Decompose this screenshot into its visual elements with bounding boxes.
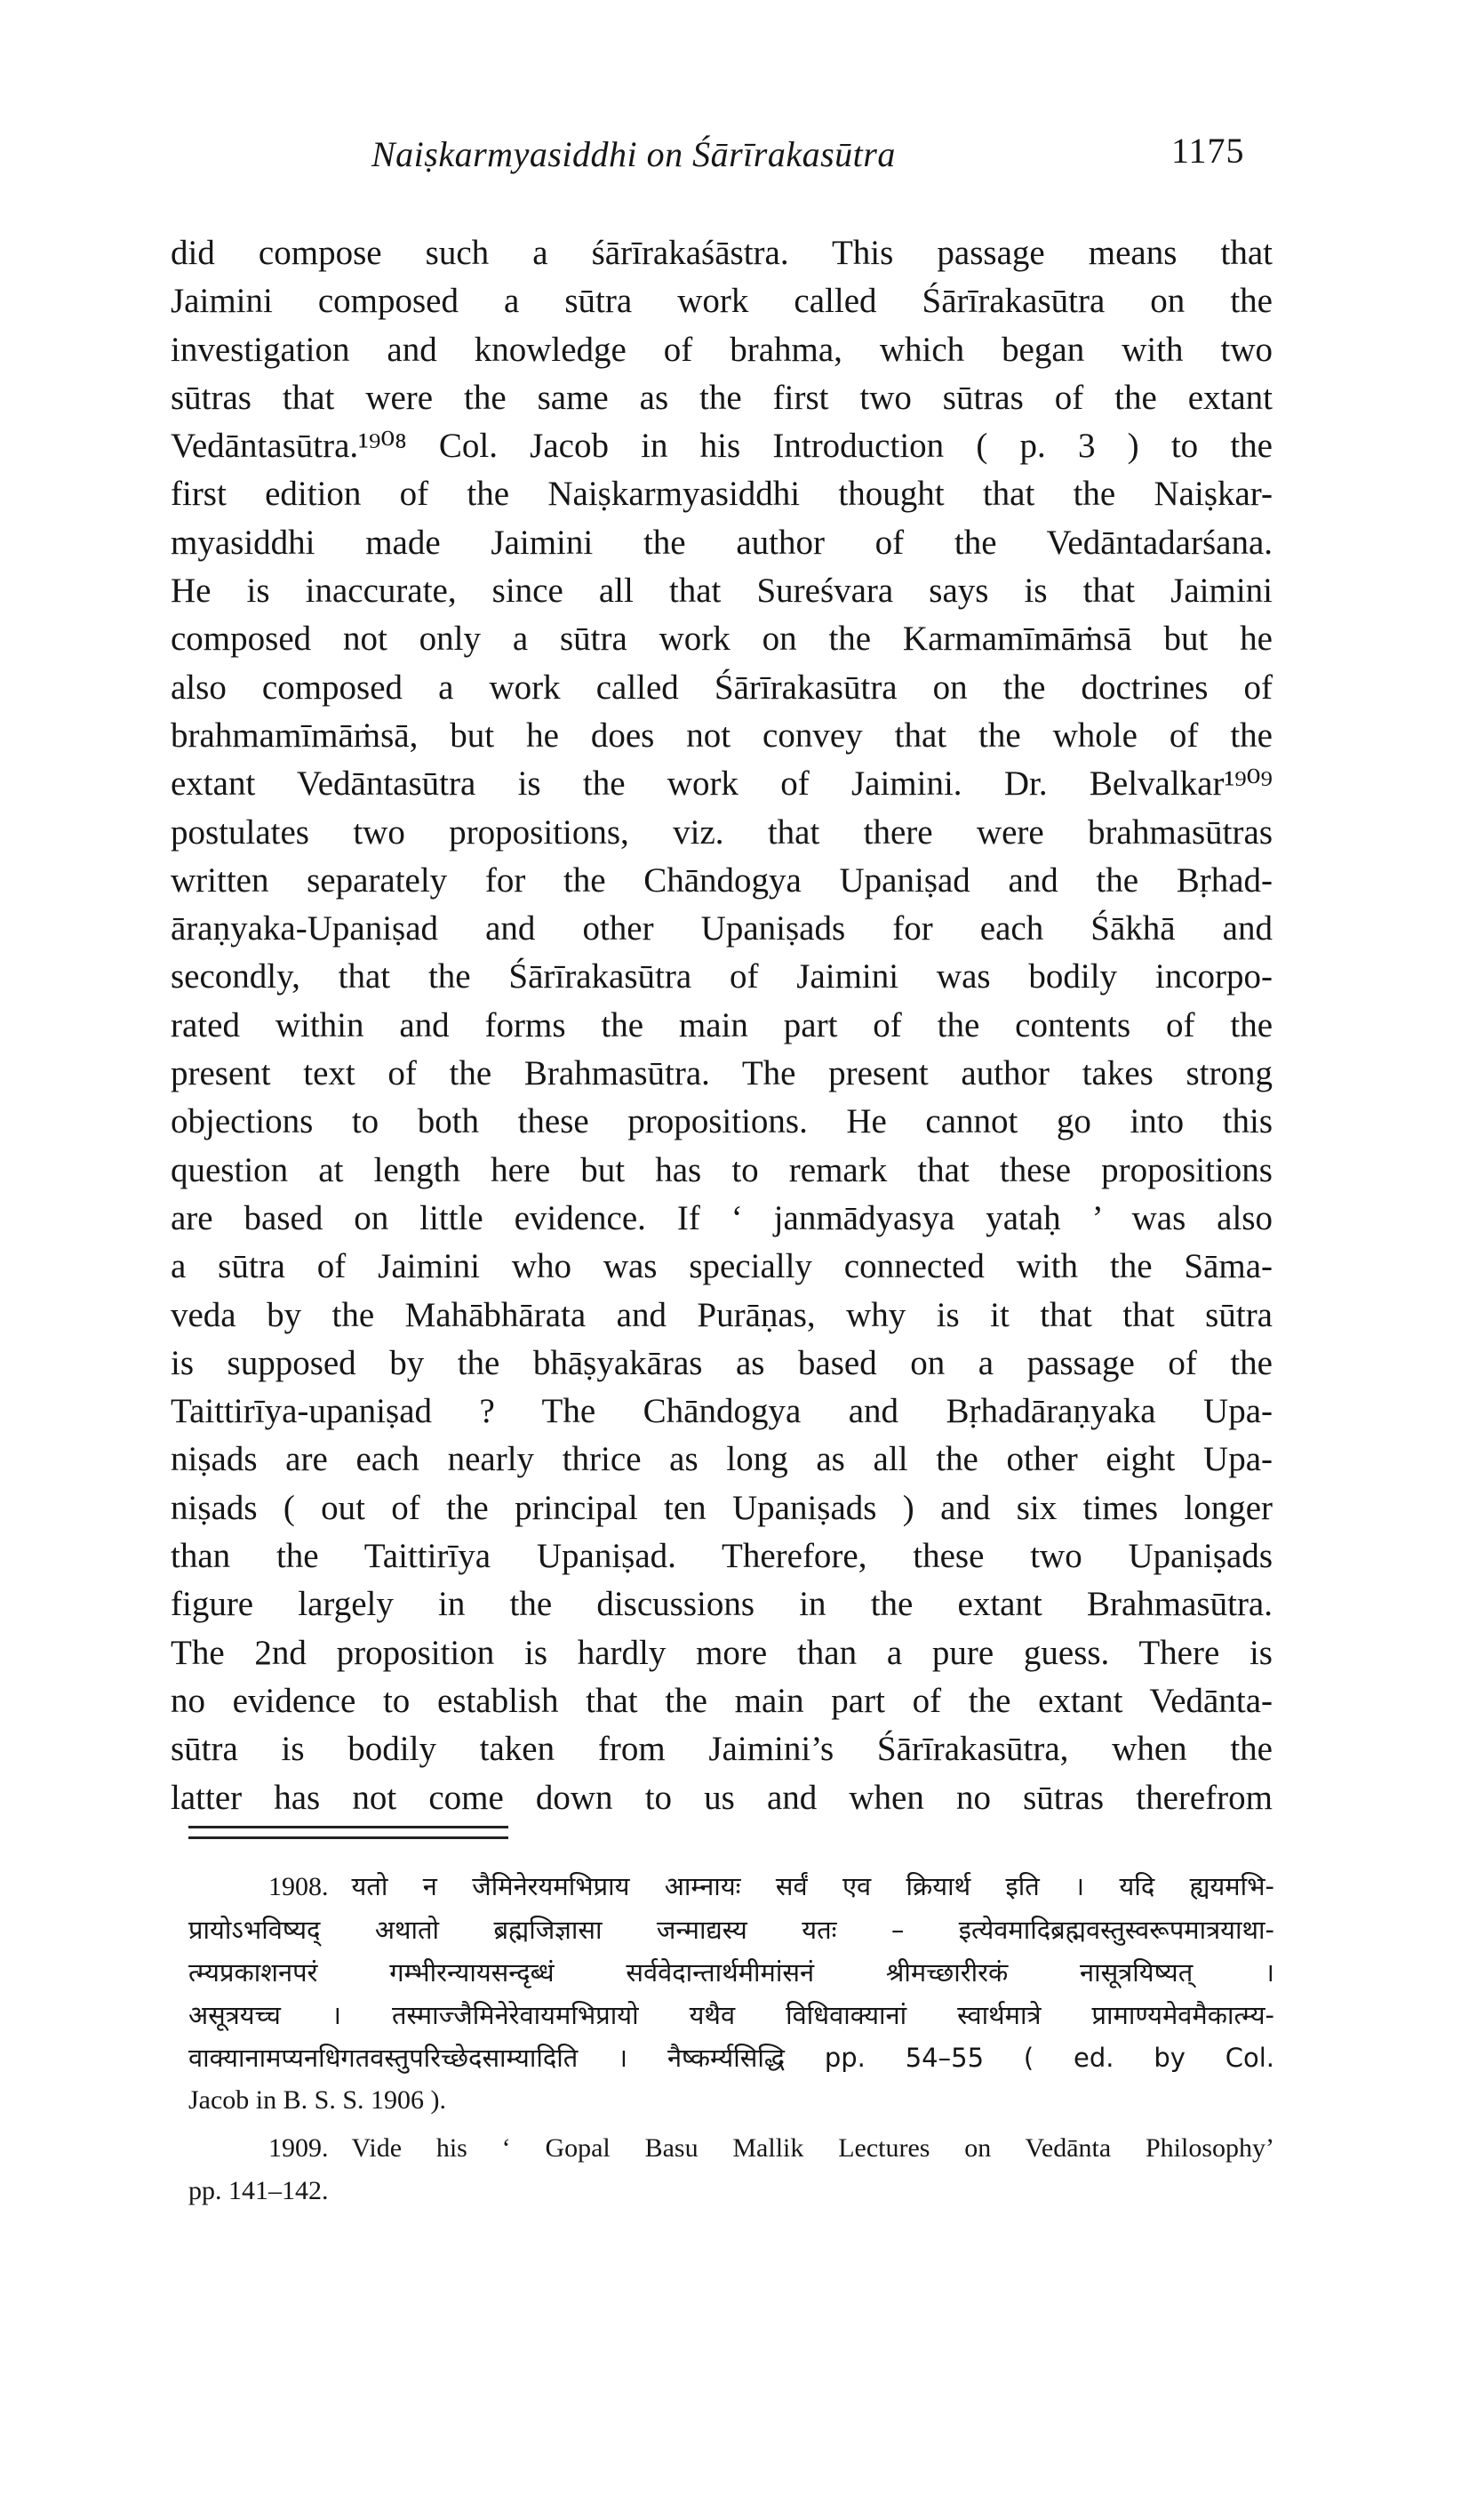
body-line: did compose such a śārīrakaśāstra. This passage means that: [171, 234, 1273, 272]
body-text: [171, 229, 1273, 1822]
body-line: niṣads are each nearly thrice as long as all the other eight Upa-: [171, 1440, 1273, 1479]
body-line: veda by the Mahābhārata and Purāṇas, why is it that that sūtra: [171, 1295, 1273, 1334]
body-line: rated within and forms the main part of the contents of the: [171, 1005, 1273, 1044]
body-line: The 2nd proposition is hardly more than a pure guess. There is: [171, 1633, 1273, 1672]
footnote-text: Vide his ‘ Gopal Basu Mallik Lectures on Vedānta Philosophy’: [351, 2133, 1274, 2163]
footnote-1909: [188, 2127, 1274, 2212]
footnote-line: pp. 141–142.: [188, 2176, 329, 2205]
footnote-divider: [188, 1826, 508, 1847]
body-line: Taittirīya-upaniṣad ? The Chāndogya and Bṛhadāraṇyaka Upa-: [171, 1392, 1273, 1431]
body-line: written separately for the Chāndogya Upaniṣad and the Bṛhad-: [171, 860, 1273, 900]
body-line: brahmamīmāṁsā, but he does not convey that the whole of the: [171, 716, 1273, 755]
body-line: niṣads ( out of the principal ten Upaniṣads ) and six times longer: [171, 1488, 1273, 1527]
body-line: latter has not come down to us and when no sūtras therefrom: [171, 1778, 1273, 1817]
body-line: He is inaccurate, since all that Sureśvara says is that Jaimini: [171, 572, 1273, 611]
body-line: sūtras that were the same as the first two sūtras of the extant: [171, 378, 1273, 417]
page-number: 1175: [1171, 131, 1245, 171]
footnote-line: Jacob in B. S. S. 1906 ).: [188, 2085, 447, 2115]
footnotes: [188, 1865, 1274, 2212]
body-line: postulates two propositions, viz. that there were brahmasūtras: [171, 812, 1273, 852]
body-line: extant Vedāntasūtra is the work of Jaimini. Dr. Belvalkar¹⁹⁰⁹: [171, 764, 1273, 804]
body-line: sūtra is bodily taken from Jaimini’s Śārīrakasūtra, when the: [171, 1730, 1273, 1769]
body-line: is supposed by the bhāṣyakāras as based on a passage of the: [171, 1343, 1273, 1382]
body-line: question at length here but has to remark that these propositions: [171, 1150, 1273, 1189]
footnote-line: असूत्रयच्च । तस्माज्जैमिनेरेवायमभिप्रायो यथैव विधिवाक्यानां स्वार्थमात्रे प्रामाण्यमेवमैकात्म्य-: [188, 2000, 1274, 2030]
body-line: composed not only a sūtra work on the Karmamīmāṁsā but he: [171, 620, 1273, 659]
footnote-line: त्म्यप्रकाशनपरं गम्भीरन्यायसन्दृब्धं सर्ववेदान्तार्थमीमांसनं श्रीमच्छारीरकं नासूत्रयिष्यत् ।: [188, 1957, 1274, 1988]
body-line: are based on little evidence. If ‘ janmādyasya yataḥ ’ was also: [171, 1198, 1273, 1237]
body-line: secondly, that the Śārīrakasūtra of Jaimini was bodily incorpo-: [171, 957, 1273, 996]
footnote-number: 1908.: [268, 1872, 329, 1901]
body-line: also composed a work called Śārīrakasūtra on the doctrines of: [171, 668, 1273, 707]
body-line: a sūtra of Jaimini who was specially connected with the Sāma-: [171, 1247, 1273, 1286]
body-line: objections to both these propositions. He cannot go into this: [171, 1102, 1273, 1141]
running-header-title: Naiṣkarmyasiddhi on Śārīrakasūtra: [371, 134, 896, 174]
body-line: first edition of the Naiṣkarmyasiddhi thought that the Naiṣkar-: [171, 475, 1273, 514]
footnote-text: यतो न जैमिनेरयमभिप्राय आम्नायः सर्वं एव क्रियार्थ इति । यदि ह्ययमभि-: [351, 1871, 1274, 1901]
footnote-number: 1909.: [268, 2133, 329, 2163]
body-line: figure largely in the discussions in the extant Brahmasūtra.: [171, 1585, 1273, 1624]
footnote-line: वाक्यानामप्यनधिगतवस्तुपरिच्छेदसाम्यादिति । नैष्कर्म्यसिद्धि pp. 54–55 ( ed. by Col.: [188, 2043, 1274, 2073]
footnote-line: [188, 2127, 1274, 2170]
body-line: Jaimini composed a sūtra work called Śārīrakasūtra on the: [171, 282, 1273, 321]
footnote-line: प्रायोऽभविष्यद् अथातो ब्रह्मजिज्ञासा जन्माद्यस्य यतः – इत्येवमादिब्रह्मवस्तुस्वरूपमात्रयाथा-: [188, 1915, 1274, 1945]
body-line: no evidence to establish that the main part of the extant Vedānta-: [171, 1681, 1273, 1720]
body-line: myasiddhi made Jaimini the author of the Vedāntadarśana.: [171, 523, 1273, 562]
body-line: present text of the Brahmasūtra. The present author takes strong: [171, 1054, 1273, 1093]
footnote-1908: [188, 1865, 1274, 2122]
footnote-line: [188, 1865, 1274, 1908]
body-line: than the Taittirīya Upaniṣad. Therefore, these two Upaniṣads: [171, 1537, 1273, 1576]
body-line: investigation and knowledge of brahma, which began with two: [171, 330, 1273, 369]
body-line: āraṇyaka-Upaniṣad and other Upaniṣads for each Śākhā and: [171, 909, 1273, 948]
body-line: Vedāntasūtra.¹⁹⁰⁸ Col. Jacob in his Introduction ( p. 3 ) to the: [171, 427, 1273, 466]
